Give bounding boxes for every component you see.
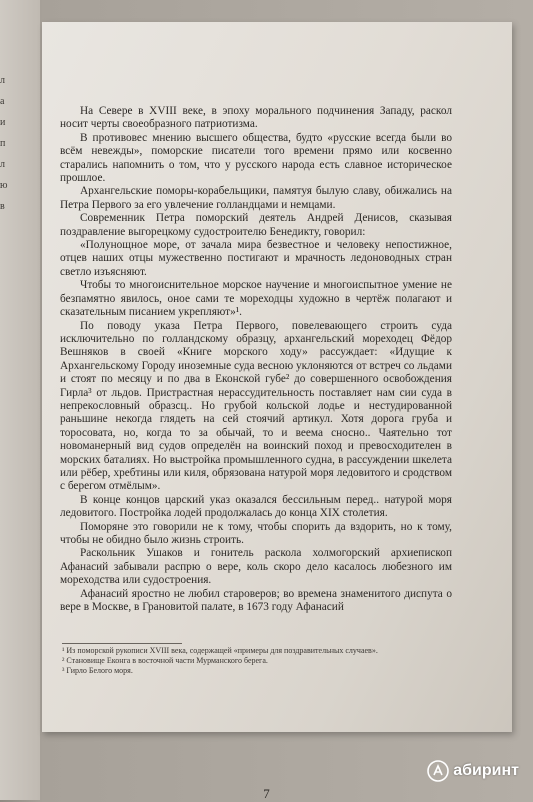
page-number: 7 <box>263 786 270 801</box>
labirint-logo-icon <box>427 760 449 782</box>
paragraph: По поводу указа Петра Первого, повелевающего строить суда исключительно по голландскому образцу, архангельский мореходец Фёдор Вешняков в своей «Книге морского ходу» рассуждает: «Идущие к Архангельскому Городу иноземные суда весною уклоняются от встреч со льдами и стоят по месяцу и по два в Еконской губе² до совершенного освобождения Гирла³ от льдов. Пристрастная нерассудительность поставляет нам сии суда в непрекословный образсц.. Но грубой кольской лодье и нестудированной раньшине некогда глядеть на сей стоячий артикул. Хотя дорога груба и торосовата, но, когда то за обычай, то и веема сносно.. Чаятельно тот новоманерный вид судов определён на воинский поход и превосходителен в морских баталиях. Но выстройка промышленного судна, в рассуждении шкелета или рёбер, хребтины или киля, обрязована натурой моря ледовитого и сродством с берегом отмёлым». <box>60 319 452 493</box>
paragraph: Поморяне это говорили не к тому, чтобы спорить да вздорить, но к тому, чтобы не обидно было жизнь строить. <box>60 520 452 546</box>
paragraph: Архангельские поморы-корабельщики, памятуя былую славу, обижались на Петра Первого за его увлечение голландцами и немцами. <box>60 185 452 211</box>
paragraph: Раскольник Ушаков и гонитель раскола холмогорский архиепископ Афанасий забывали распрю о вере, коль скоро дело касалось любезного им мореходства или судостроения. <box>60 547 452 587</box>
paragraph: В конце концов царский указ оказался бессильным перед.. натурой моря ледовитого. Постройка лодей продолжалась до конца XIX столетия. <box>60 493 452 520</box>
left-page-letter: а <box>0 96 5 107</box>
left-page-letter: и <box>0 117 6 128</box>
footnote: ² Становище Еконга в восточной части Мурманского берега. <box>62 656 268 665</box>
left-page-letter: в <box>0 201 5 212</box>
left-page-edge <box>0 0 40 800</box>
paragraph: Чтобы то многоиснительное морское научение и многоиспытное умение не безпамятно явилось, оное сами те мореходцы художно в чертёж полагают и сказательным писанием укрепляют»¹. <box>60 279 452 319</box>
left-page-letter: л <box>0 159 5 170</box>
paragraph: Афанасий яростно не любил староверов; во времена знаменитого диспута о вере в Москве, в Грановитой палате, в 1673 году Афанасий <box>60 587 452 614</box>
paragraph: На Севере в XVIII веке, в эпоху морального подчинения Западу, раскол носит черты своеобразного патриотизма. <box>60 105 452 131</box>
paragraph: В противовес мнению высшего общества, будто «русские всегда были во всём невежды», поморские писатели того времени прямо или косвенно старались напомнить о том, что у русского народа есть славное историческое прошлое. <box>60 131 452 185</box>
watermark-text: абиринт <box>453 762 519 779</box>
paragraph: Современник Петра поморский деятель Андрей Денисов, сказывая поздравление выгорецкому судостроителю Бенедикту, говорил: <box>60 212 452 238</box>
left-page-letter: п <box>0 138 6 149</box>
footnote-rule <box>62 643 182 644</box>
left-page-letter: ю <box>0 180 8 191</box>
paragraph: «Полунощное море, от зачала мира безвестное и человеку непостижное, отцев наших отцы мужественно постигают и мрачность ледоноводных стран светло изъясняют. <box>60 239 452 278</box>
body-text <box>60 105 452 614</box>
watermark <box>427 758 519 784</box>
footnote: ³ Гирло Белого моря. <box>62 666 133 675</box>
footnotes <box>62 646 452 676</box>
left-page-edge-letters <box>0 70 14 217</box>
footnote: ¹ Из поморской рукописи XVIII века, содержащей «примеры для поздравительных случаев». <box>62 646 378 655</box>
left-page-letter: л <box>0 75 5 86</box>
